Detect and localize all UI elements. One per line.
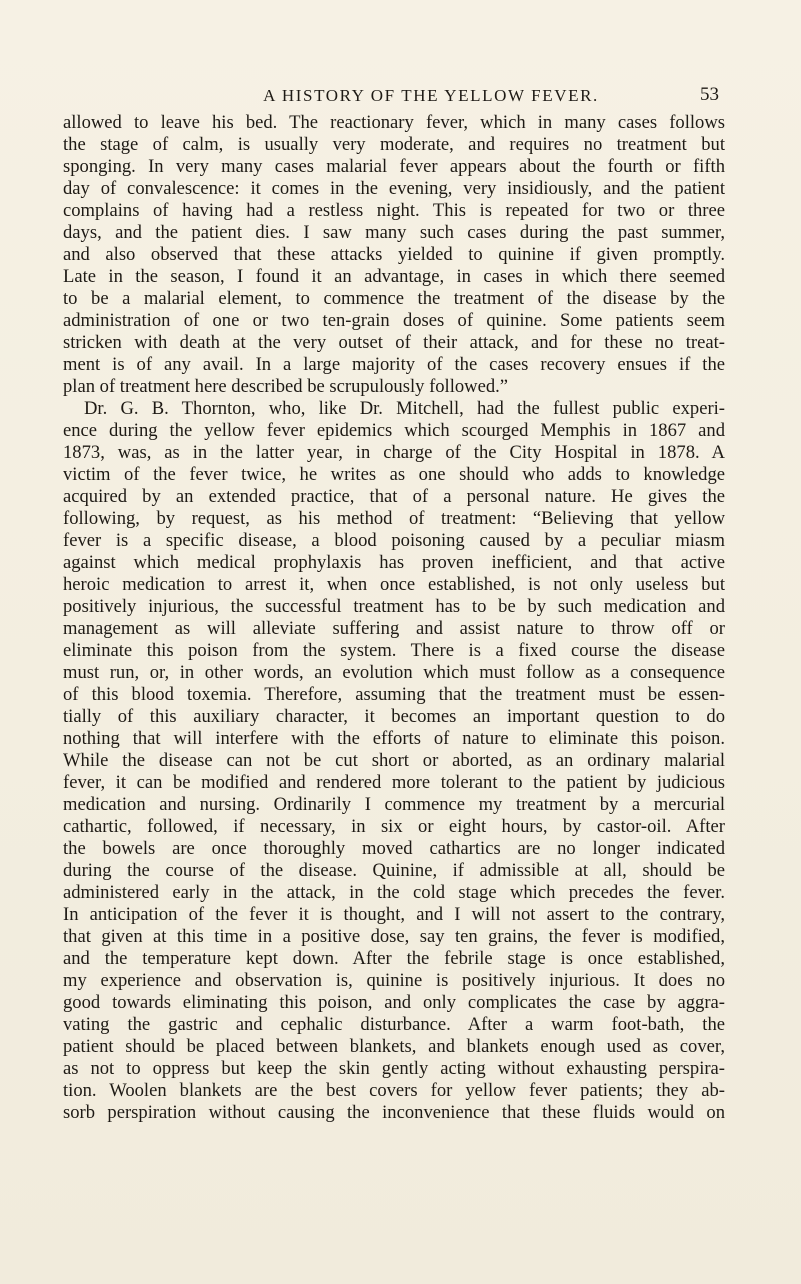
text-line: ment is of any avail. In a large majority of the cases recovery ensues if the: [63, 354, 725, 375]
text-line: against which medical prophylaxis has proven inefficient, and that active: [63, 552, 725, 573]
text-line: heroic medication to arrest it, when once established, is not only useless but: [63, 574, 725, 595]
text-line: medication and nursing. Ordinarily I commence my treatment by a mercurial: [63, 794, 725, 815]
text-line: during the course of the disease. Quinine, if admissible at all, should be: [63, 860, 725, 881]
text-line: the bowels are once thoroughly moved cathartics are no longer indicated: [63, 838, 725, 859]
text-line: vating the gastric and cephalic disturbance. After a warm foot-bath, the: [63, 1014, 725, 1035]
text-line: and also observed that these attacks yielded to quinine if given promptly.: [63, 244, 725, 265]
text-line: administered early in the attack, in the cold stage which precedes the fever.: [63, 882, 725, 903]
page-number: 53: [700, 84, 719, 105]
text-line: eliminate this poison from the system. There is a fixed course the disease: [63, 640, 725, 661]
text-line: management as will alleviate suffering and assist nature to throw off or: [63, 618, 725, 639]
text-line: administration of one or two ten-grain doses of quinine. Some patients seem: [63, 310, 725, 331]
text-line: as not to oppress but keep the skin gently acting without exhausting perspira-: [63, 1058, 725, 1079]
text-line: Dr. G. B. Thornton, who, like Dr. Mitchell, had the fullest public experi-: [84, 398, 725, 419]
text-line: of this blood toxemia. Therefore, assuming that the treatment must be essen-: [63, 684, 725, 705]
text-line: sorb perspiration without causing the inconvenience that these fluids would on: [63, 1102, 725, 1123]
text-line: tially of this auxiliary character, it becomes an important question to do: [63, 706, 725, 727]
text-line: acquired by an extended practice, that of a personal nature. He gives the: [63, 486, 725, 507]
text-line: ence during the yellow fever epidemics which scourged Memphis in 1867 and: [63, 420, 725, 441]
text-line: the stage of calm, is usually very moderate, and requires no treatment but: [63, 134, 725, 155]
text-line: my experience and observation is, quinine is positively injurious. It does no: [63, 970, 725, 991]
text-line: plan of treatment here described be scrupulously followed.”: [63, 376, 509, 397]
text-line: positively injurious, the successful treatment has to be by such medication and: [63, 596, 725, 617]
text-line: day of convalescence: it comes in the evening, very insidiously, and the patient: [63, 178, 725, 199]
text-line: 1873, was, as in the latter year, in charge of the City Hospital in 1878. A: [63, 442, 725, 463]
text-line: good towards eliminating this poison, and only complicates the case by aggra-: [63, 992, 725, 1013]
text-line: cathartic, followed, if necessary, in six or eight hours, by castor-oil. After: [63, 816, 725, 837]
text-line: allowed to leave his bed. The reactionary fever, which in many cases follows: [63, 112, 725, 133]
text-line: In anticipation of the fever it is thought, and I will not assert to the contrary,: [63, 904, 725, 925]
text-line: and the temperature kept down. After the febrile stage is once established,: [63, 948, 725, 969]
text-line: Late in the season, I found it an advantage, in cases in which there seemed: [63, 266, 725, 287]
text-line: sponging. In very many cases malarial fever appears about the fourth or fifth: [63, 156, 725, 177]
text-line: fever is a specific disease, a blood poisoning caused by a peculiar miasm: [63, 530, 725, 551]
text-line: stricken with death at the very outset of their attack, and for these no treat-: [63, 332, 725, 353]
text-line: days, and the patient dies. I saw many such cases during the past summer,: [63, 222, 725, 243]
text-line: that given at this time in a positive dose, say ten grains, the fever is modified,: [63, 926, 725, 947]
text-line: complains of having had a restless night. This is repeated for two or three: [63, 200, 725, 221]
text-line: patient should be placed between blankets, and blankets enough used as cover,: [63, 1036, 725, 1057]
text-line: must run, or, in other words, an evolution which must follow as a consequence: [63, 662, 725, 683]
text-line: tion. Woolen blankets are the best covers for yellow fever patients; they ab-: [63, 1080, 725, 1101]
text-line: following, by request, as his method of treatment: “Believing that yellow: [63, 508, 725, 529]
text-line: to be a malarial element, to commence the treatment of the disease by the: [63, 288, 725, 309]
text-line: nothing that will interfere with the efforts of nature to eliminate this poison.: [63, 728, 725, 749]
text-line: victim of the fever twice, he writes as one should who adds to knowledge: [63, 464, 725, 485]
text-line: fever, it can be modified and rendered more tolerant to the patient by judicious: [63, 772, 725, 793]
running-head: A HISTORY OF THE YELLOW FEVER.: [263, 86, 599, 105]
text-line: While the disease can not be cut short or aborted, as an ordinary malarial: [63, 750, 725, 771]
